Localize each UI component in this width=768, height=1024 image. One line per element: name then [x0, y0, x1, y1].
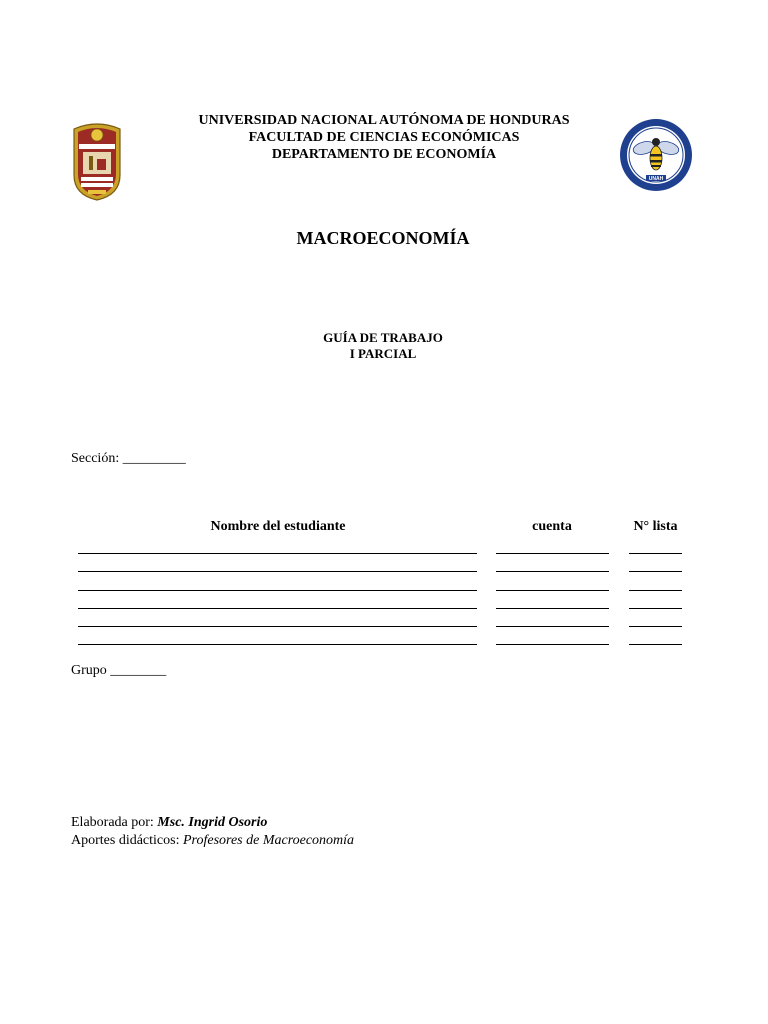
list-number-header: N° lista	[633, 519, 678, 534]
list-number-blank[interactable]	[629, 644, 682, 645]
student-name-blank[interactable]	[78, 590, 477, 591]
section-field[interactable]: Sección: _________	[71, 451, 186, 466]
account-blank[interactable]	[496, 626, 609, 627]
list-number-blank[interactable]	[629, 553, 682, 554]
exam-period: I PARCIAL	[349, 346, 417, 361]
department-name: DEPARTAMENTO DE ECONOMÍA	[271, 147, 497, 162]
contributors-label: Aportes didácticos:	[71, 833, 183, 848]
student-name-header: Nombre del estudiante	[210, 519, 346, 534]
account-header: cuenta	[532, 519, 572, 534]
table-row	[0, 613, 768, 631]
author-name: Msc. Ingrid Osorio	[157, 815, 268, 830]
author-line	[71, 814, 354, 832]
university-name: UNIVERSIDAD NACIONAL AUTÓNOMA DE HONDURAS	[198, 113, 570, 128]
account-blank[interactable]	[496, 553, 609, 554]
list-number-blank[interactable]	[629, 590, 682, 591]
table-row	[0, 631, 768, 649]
account-blank[interactable]	[496, 608, 609, 609]
guide-subtitle	[0, 330, 766, 362]
contributors-name: Profesores de Macroeconomía	[182, 833, 355, 848]
unah-bee-seal-icon	[619, 118, 693, 192]
seal-label: UNAH	[648, 176, 664, 182]
student-name-blank[interactable]	[78, 553, 477, 554]
account-blank[interactable]	[496, 644, 609, 645]
table-row	[0, 595, 768, 613]
group-field[interactable]: Grupo ________	[71, 663, 167, 678]
list-number-blank[interactable]	[629, 571, 682, 572]
table-row	[0, 577, 768, 595]
account-blank[interactable]	[496, 590, 609, 591]
table-row	[0, 558, 768, 576]
student-rows	[0, 540, 768, 650]
list-number-blank[interactable]	[629, 608, 682, 609]
student-name-blank[interactable]	[78, 644, 477, 645]
student-name-blank[interactable]	[78, 571, 477, 572]
contributors-line	[71, 832, 354, 850]
account-blank[interactable]	[496, 571, 609, 572]
student-name-blank[interactable]	[78, 608, 477, 609]
table-row	[0, 540, 768, 558]
faculty-crest-icon	[71, 123, 123, 201]
author-label: Elaborada por:	[71, 815, 158, 830]
student-name-blank[interactable]	[78, 626, 477, 627]
credits	[71, 814, 354, 850]
list-number-blank[interactable]	[629, 626, 682, 627]
guide-title: GUÍA DE TRABAJO	[323, 330, 443, 345]
course-title: MACROECONOMÍA	[296, 228, 470, 248]
faculty-name: FACULTAD DE CIENCIAS ECONÓMICAS	[248, 130, 520, 145]
